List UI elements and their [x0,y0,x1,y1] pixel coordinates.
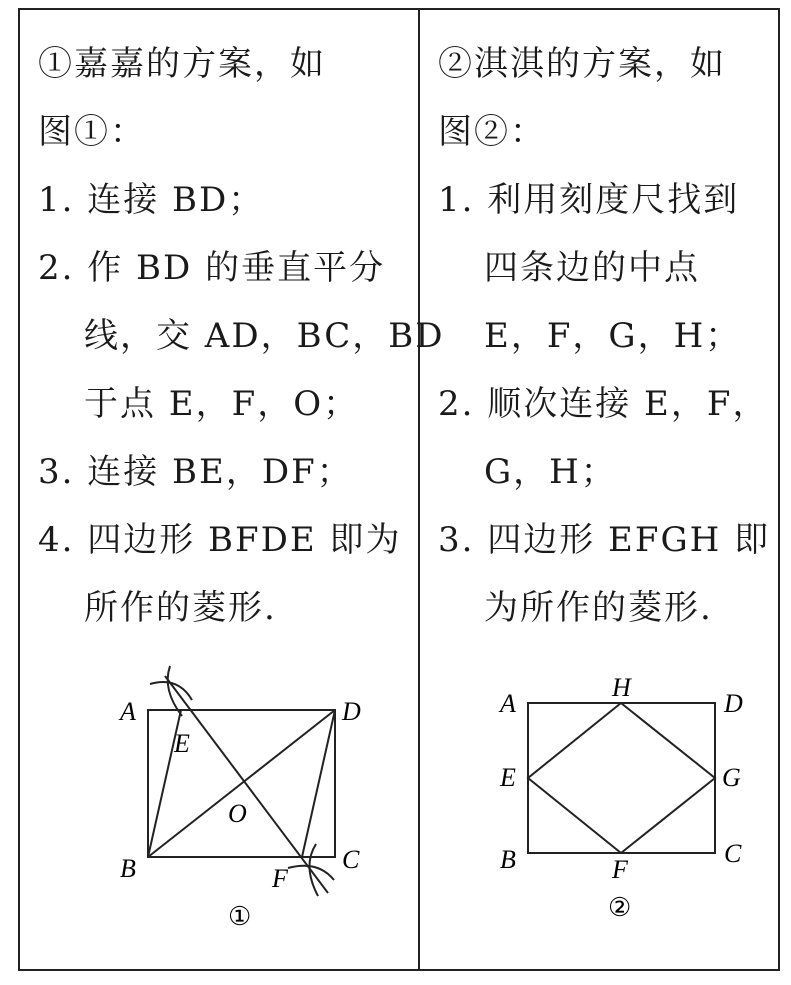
fig1-label-d: D [342,697,361,726]
right-line-4: 四条边的中点 [484,248,700,288]
fig2-caption: ② [608,893,632,922]
fig2-label-g: G [722,763,741,792]
right-line-9: 为所作的菱形. [484,588,713,628]
fig2-rhombus-efgh [528,703,715,853]
fig1-label-c: C [342,845,360,874]
right-line-7: G，H； [484,452,617,492]
left-line-1: ①嘉嘉的方案，如 [38,44,326,84]
right-line-6: 2. 顺次连接 E，F， [438,384,769,424]
fig2-label-a: A [500,689,516,718]
fig1-label-o: O [228,799,247,828]
fig2-label-b: B [500,845,516,874]
fig1-label-b: B [120,854,136,883]
right-line-2: 图②： [438,112,546,152]
fig2-label-e: E [500,763,516,792]
left-line-8: 4. 四边形 BFDE 即为 [38,520,402,560]
left-line-9: 所作的菱形. [84,588,277,628]
left-line-4: 2. 作 BD 的垂直平分 [38,248,386,288]
fig2-label-d: D [724,689,743,718]
left-line-2: 图①： [38,112,146,152]
right-line-8: 3. 四边形 EFGH 即 [438,520,771,560]
left-line-7: 3. 连接 BE，DF； [38,452,353,492]
right-line-5: E，F，G，H； [484,316,742,356]
fig1-label-f: F [272,864,288,893]
fig1-caption: ① [228,902,252,931]
fig2-label-f: F [612,855,628,884]
fig1-label-a: A [120,697,136,726]
fig1-label-e: E [174,729,190,758]
left-line-6: 于点 E，F，O； [84,384,360,424]
fig2-rectangle [528,703,715,853]
fig2-label-h: H [612,673,631,702]
left-line-5: 线，交 AD，BC，BD [84,316,445,356]
right-line-3: 1. 利用刻度尺找到 [438,180,740,220]
left-line-3: 1. 连接 BD； [38,180,265,220]
right-line-1: ②淇淇的方案，如 [438,44,726,84]
fig2-label-c: C [724,839,742,868]
